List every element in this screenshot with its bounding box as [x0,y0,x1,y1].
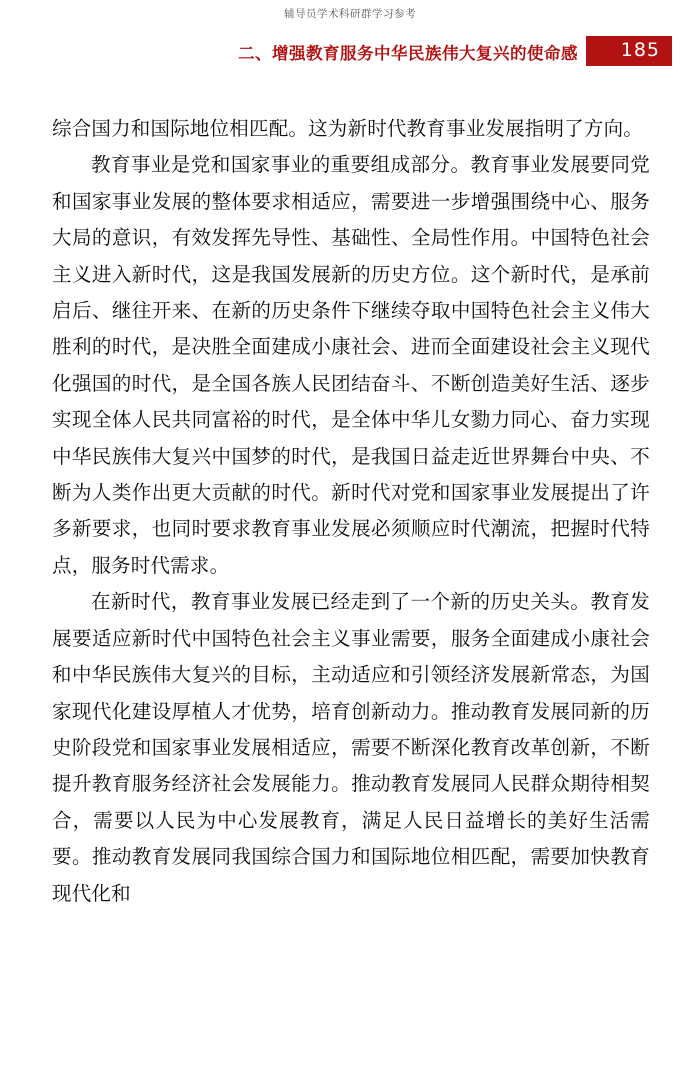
paragraph-2: 教育事业是党和国家事业的重要组成部分。教育事业发展要同党和国家事业发展的整体要求相适应，需要进一步增强围绕中心、服务大局的意识，有效发挥先导性、基础性、全局性作用。中国特色社会主义进入新时代，这是我国发展新的历史方位。这个新时代，是承前启后、继往开来、在新的历史条件下继续夺取中国特色社会主义伟大胜利的时代，是决胜全面建成小康社会、进而全面建设社会主义现代化强国的时代，是全国各族人民团结奋斗、不断创造美好生活、逐步实现全体人民共同富裕的时代，是全体中华儿女勠力同心、奋力实现中华民族伟大复兴中国梦的时代，是我国日益走近世界舞台中央、不断为人类作出更大贡献的时代。新时代对党和国家事业发展提出了许多新要求，也同时要求教育事业发展必须顺应时代潮流，把握时代特点，服务时代需求。 [52,155,650,577]
page-watermark: 辅导员学术科研群学习参考 [284,8,416,20]
chapter-title: 二、增强教育服务中华民族伟大复兴的使命感 [238,44,578,63]
paragraph-1: 综合国力和国际地位相匹配。这为新时代教育事业发展指明了方向。 [52,119,644,140]
paragraph-3: 在新时代，教育事业发展已经走到了一个新的历史关头。教育发展要适应新时代中国特色社会主义事业需要，服务全面建成小康社会和中华民族伟大复兴的目标，主动适应和引领经济发展新常态，为国家现代化建设厚植人才优势，培育创新动力。推动教育发展同新的历史阶段党和国家事业发展相适应，需要不断深化教育改革创新，不断提升教育服务经济社会发展能力。推动教育发展同人民群众期待相契合，需要以人民为中心发展教育，满足人民日益增长的美好生活需要。推动教育发展同我国综合国力和国际地位相匹配，需要加快教育现代化和 [52,592,650,905]
page-header [0,36,700,70]
page-number: 185 [620,39,660,61]
body-text [52,112,650,913]
